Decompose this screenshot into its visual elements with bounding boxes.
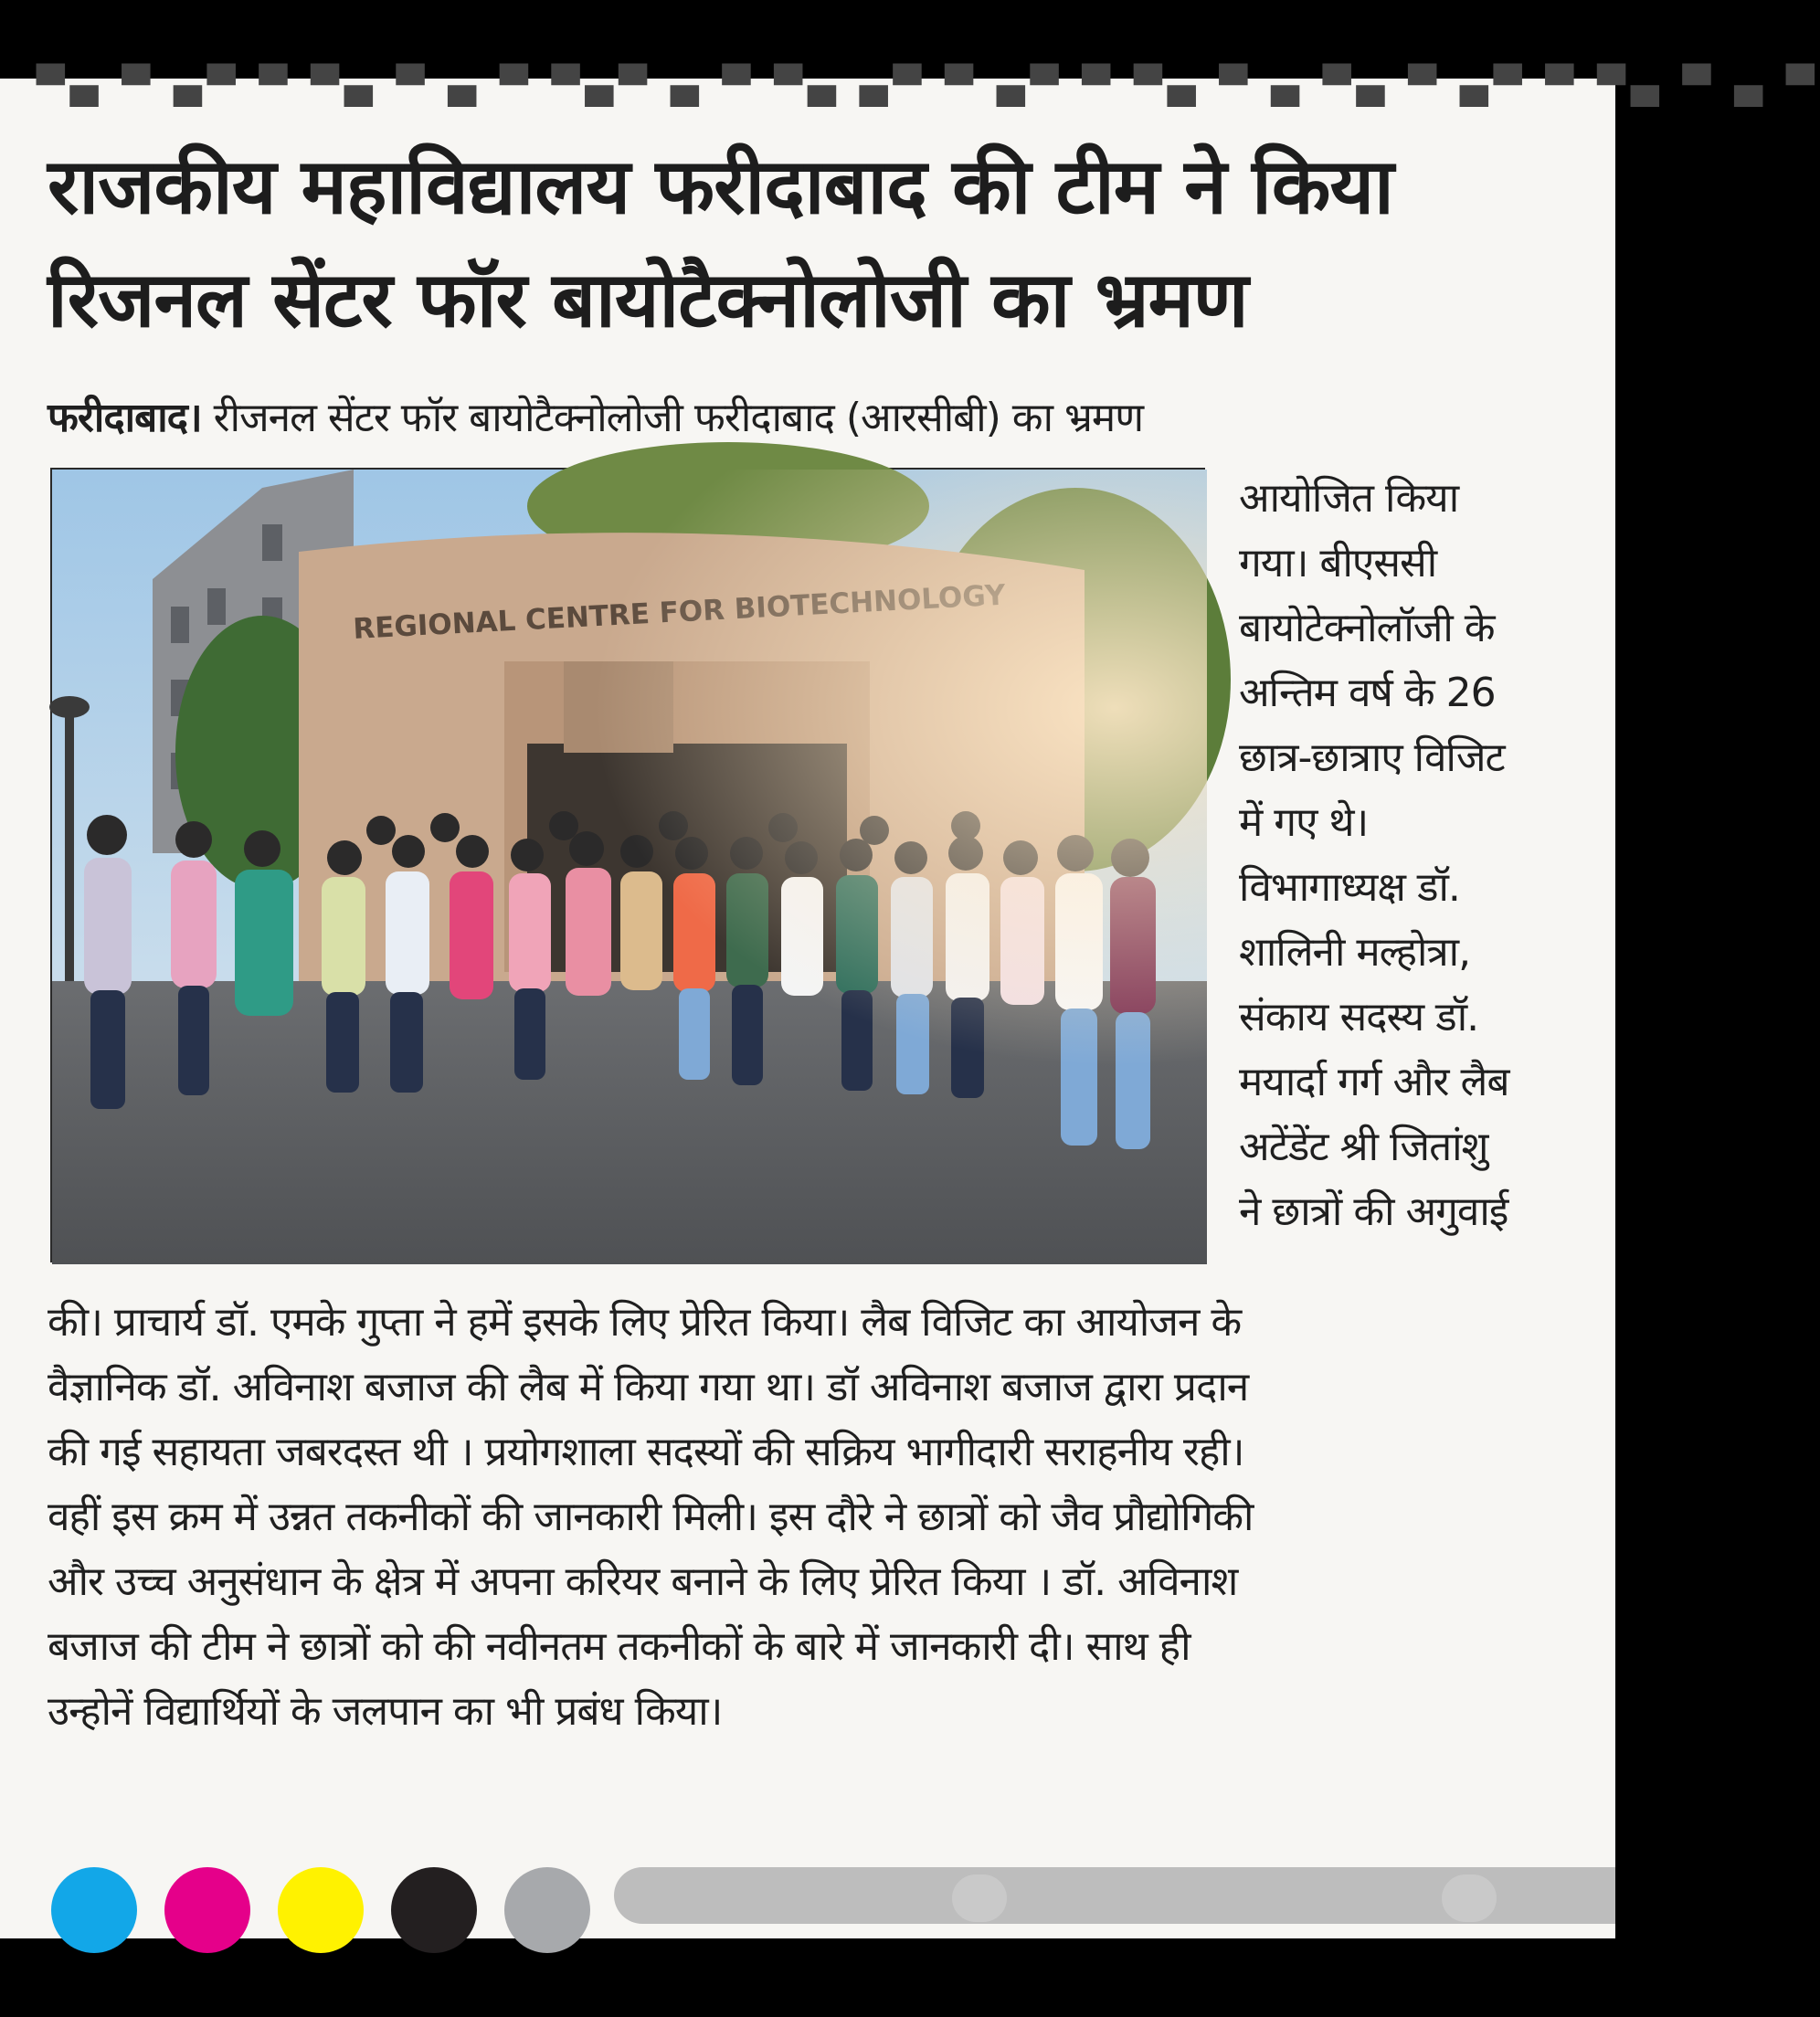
- side-line: छात्र-छात्राए विजिट: [1239, 734, 1505, 781]
- body-line: वहीं इस क्रम में उन्नत तकनीकों की जानकारी मिली। इस दौरे ने छात्रों को जैव प्रौद्योगिकी: [48, 1494, 1254, 1540]
- side-line: गया। बीएससी: [1239, 540, 1437, 586]
- side-line: आयोजित किया: [1239, 475, 1459, 522]
- article-body: [48, 1290, 1601, 1744]
- tone-knob: [1442, 1874, 1497, 1922]
- article-lead: [48, 385, 1582, 450]
- side-line: शालिनी मल्होत्रा,: [1239, 929, 1471, 976]
- body-line: की गई सहायता जबरदस्त थी । प्रयोगशाला सदस्यों की सक्रिय भागीदारी सराहनीय रही।: [48, 1429, 1244, 1475]
- tone-knob: [952, 1874, 1007, 1922]
- cut-off-text-line: ▀▄ ▀ ▄▀ ▀ ▀▄ ▀ ▄ ▀ ▀▄▀ ▄ ▀ ▀▄ ▄▀ ▀ ▄▀ ▀ ▀▄ ▀ ▄ ▀▄ ▀ ▄▀ ▀ ▀▄ ▀ ▄ ▀: [37, 65, 1820, 107]
- body-line: की। प्राचार्य डॉ. एमके गुप्ता ने हमें इसके लिए प्रेरित किया। लैब विजिट का आयोजन के: [48, 1299, 1242, 1346]
- grey-dot-icon: [504, 1867, 590, 1953]
- body-line: और उच्च अनुसंधान के क्षेत्र में अपना करियर बनाने के लिए प्रेरित किया । डॉ. अविनाश: [48, 1558, 1238, 1605]
- side-column-text: [1239, 466, 1604, 1244]
- side-line: अटेंडेंट श्री जितांशु: [1239, 1124, 1488, 1170]
- side-line: बायोटेक्नोलॉजी के: [1239, 605, 1495, 651]
- headline-line-2: रिजनल सेंटर फॉर बायोटैक्नोलोजी का भ्रमण: [48, 255, 1248, 344]
- magenta-dot-icon: [164, 1867, 250, 1953]
- headline-line-1: राजकीय महाविद्यालय फरीदाबाद की टीम ने किया: [48, 142, 1393, 231]
- body-line: बजाज की टीम ने छात्रों को की नवीनतम तकनीकों के बारे में जानकारी दी। साथ ही: [48, 1623, 1190, 1670]
- dateline: फरीदाबाद।: [48, 395, 202, 441]
- newspaper-clipping: [0, 65, 1820, 1938]
- body-line: वैज्ञानिक डॉ. अविनाश बजाज की लैब में किया गया था। डॉ अविनाश बजाज द्वारा प्रदान: [48, 1364, 1249, 1410]
- side-line: संकाय सदस्य डॉ.: [1239, 994, 1479, 1040]
- side-line: ने छात्रों की अगुवाई: [1239, 1188, 1508, 1235]
- body-line: उन्होनें विद्यार्थियों के जलपान का भी प्रबंध किया।: [48, 1688, 723, 1735]
- side-line: अन्तिम वर्ष के 26: [1239, 670, 1496, 716]
- side-line: मयार्दा गर्ग और लैब: [1239, 1059, 1509, 1105]
- cyan-dot-icon: [51, 1867, 137, 1953]
- black-dot-icon: [391, 1867, 477, 1953]
- yellow-dot-icon: [278, 1867, 364, 1953]
- side-line: में गए थे।: [1239, 799, 1369, 846]
- lead-text: रीजनल सेंटर फॉर बायोटैक्नोलोजी फरीदाबाद (आरसीबी) का भ्रमण: [201, 395, 1144, 441]
- article-headline: [48, 130, 1592, 356]
- print-registration-marks: [0, 1867, 1615, 1938]
- group-photo: [50, 468, 1205, 1262]
- grey-tone-bar: [614, 1867, 1615, 1924]
- group-photo-illustration: [52, 470, 1207, 1264]
- side-line: विभागाध्यक्ष डॉ.: [1239, 864, 1460, 911]
